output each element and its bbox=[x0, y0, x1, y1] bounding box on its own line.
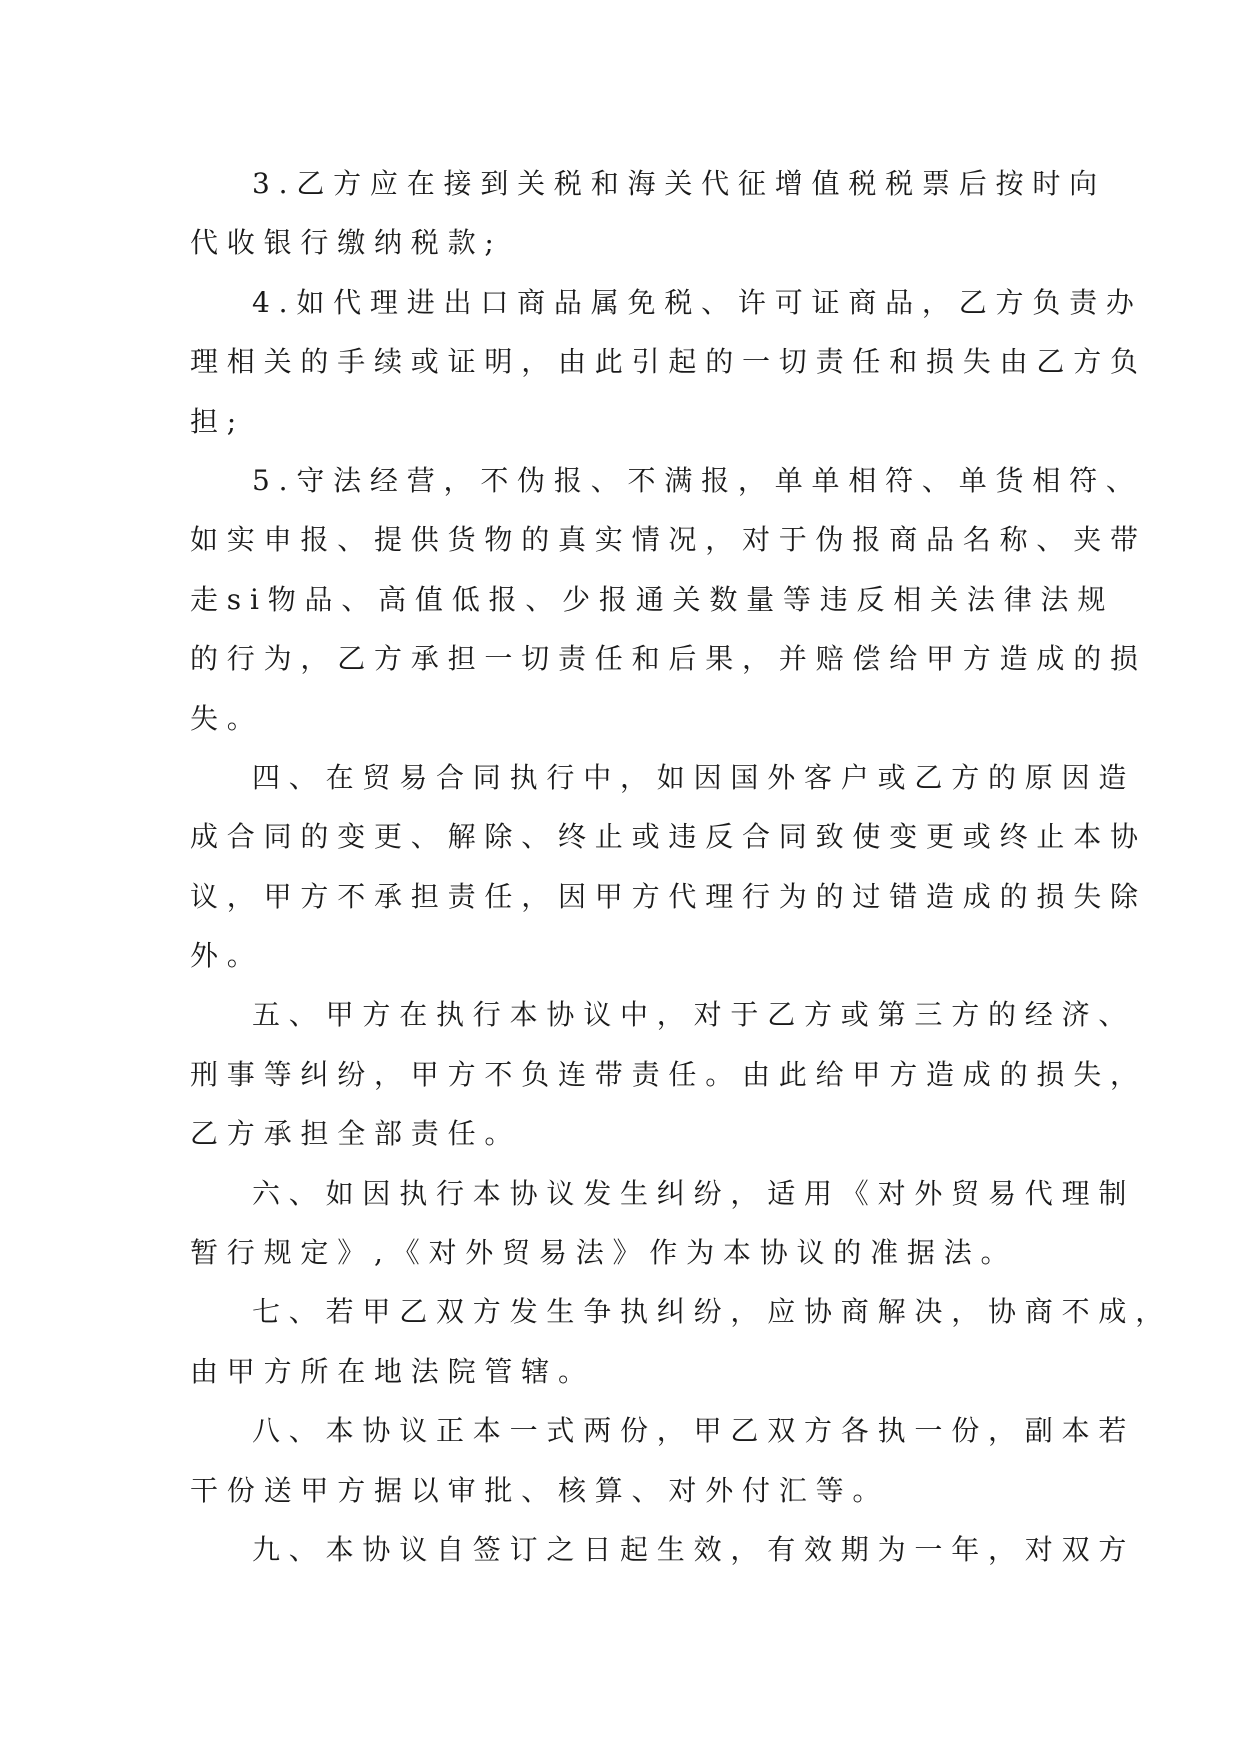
paragraph-article-7 bbox=[190, 1282, 1173, 1401]
text-line: 担; bbox=[190, 404, 246, 438]
paragraph-clause-5 bbox=[190, 451, 1147, 748]
text-line: 暂行规定》,《对外贸易法》作为本协议的准据法。 bbox=[190, 1236, 1018, 1270]
text-line: 失。 bbox=[190, 701, 264, 735]
text-line: 八、本协议正本一式两份，甲乙双方各执一份，副本若 bbox=[252, 1414, 1136, 1448]
paragraph-clause-4 bbox=[190, 273, 1147, 451]
text-line: 六、如因执行本协议发生纠纷，适用《对外贸易代理制 bbox=[252, 1176, 1136, 1210]
text-line: 乙方承担全部责任。 bbox=[190, 1117, 522, 1151]
text-line: 五、甲方在执行本协议中，对于乙方或第三方的经济、 bbox=[252, 998, 1136, 1032]
text-line: 四、在贸易合同执行中，如因国外客户或乙方的原因造 bbox=[252, 760, 1136, 794]
paragraph-article-5 bbox=[190, 985, 1147, 1163]
text-line: 5.守法经营，不伪报、不满报，单单相符、单货相符、 bbox=[252, 463, 1143, 497]
document-page bbox=[190, 154, 1173, 1579]
text-line: 走si物品、高值低报、少报通关数量等违反相关法律法规 bbox=[190, 582, 1115, 616]
paragraph-article-4 bbox=[190, 748, 1147, 986]
text-line: 由甲方所在地法院管辖。 bbox=[190, 1354, 595, 1388]
text-line: 3.乙方应在接到关税和海关代征增值税税票后按时向 bbox=[252, 167, 1106, 200]
paragraph-article-9 bbox=[190, 1520, 1136, 1579]
text-line: 外。 bbox=[190, 939, 264, 973]
text-line: 九、本协议自签订之日起生效，有效期为一年，对双方 bbox=[252, 1532, 1136, 1566]
text-line: 成合同的变更、解除、终止或违反合同致使变更或终止本协 bbox=[190, 820, 1147, 854]
text-line: 如实申报、提供货物的真实情况，对于伪报商品名称、夹带 bbox=[190, 523, 1147, 557]
paragraph-clause-3 bbox=[190, 154, 1106, 273]
text-line: 议，甲方不承担责任，因甲方代理行为的过错造成的损失除 bbox=[190, 879, 1147, 913]
text-line: 理相关的手续或证明，由此引起的一切责任和损失由乙方负 bbox=[190, 345, 1147, 379]
text-line: 代收银行缴纳税款; bbox=[190, 226, 503, 260]
text-line: 七、若甲乙双方发生争执纠纷，应协商解决，协商不成， bbox=[252, 1295, 1173, 1329]
text-line: 4.如代理进出口商品属免税、许可证商品，乙方负责办 bbox=[252, 285, 1143, 319]
text-line: 的行为，乙方承担一切责任和后果，并赔偿给甲方造成的损 bbox=[190, 642, 1147, 676]
text-line: 干份送甲方据以审批、核算、对外付汇等。 bbox=[190, 1473, 890, 1507]
paragraph-article-6 bbox=[190, 1164, 1136, 1283]
paragraph-article-8 bbox=[190, 1401, 1136, 1520]
text-line: 刑事等纠纷，甲方不负连带责任。由此给甲方造成的损失， bbox=[190, 1057, 1147, 1091]
